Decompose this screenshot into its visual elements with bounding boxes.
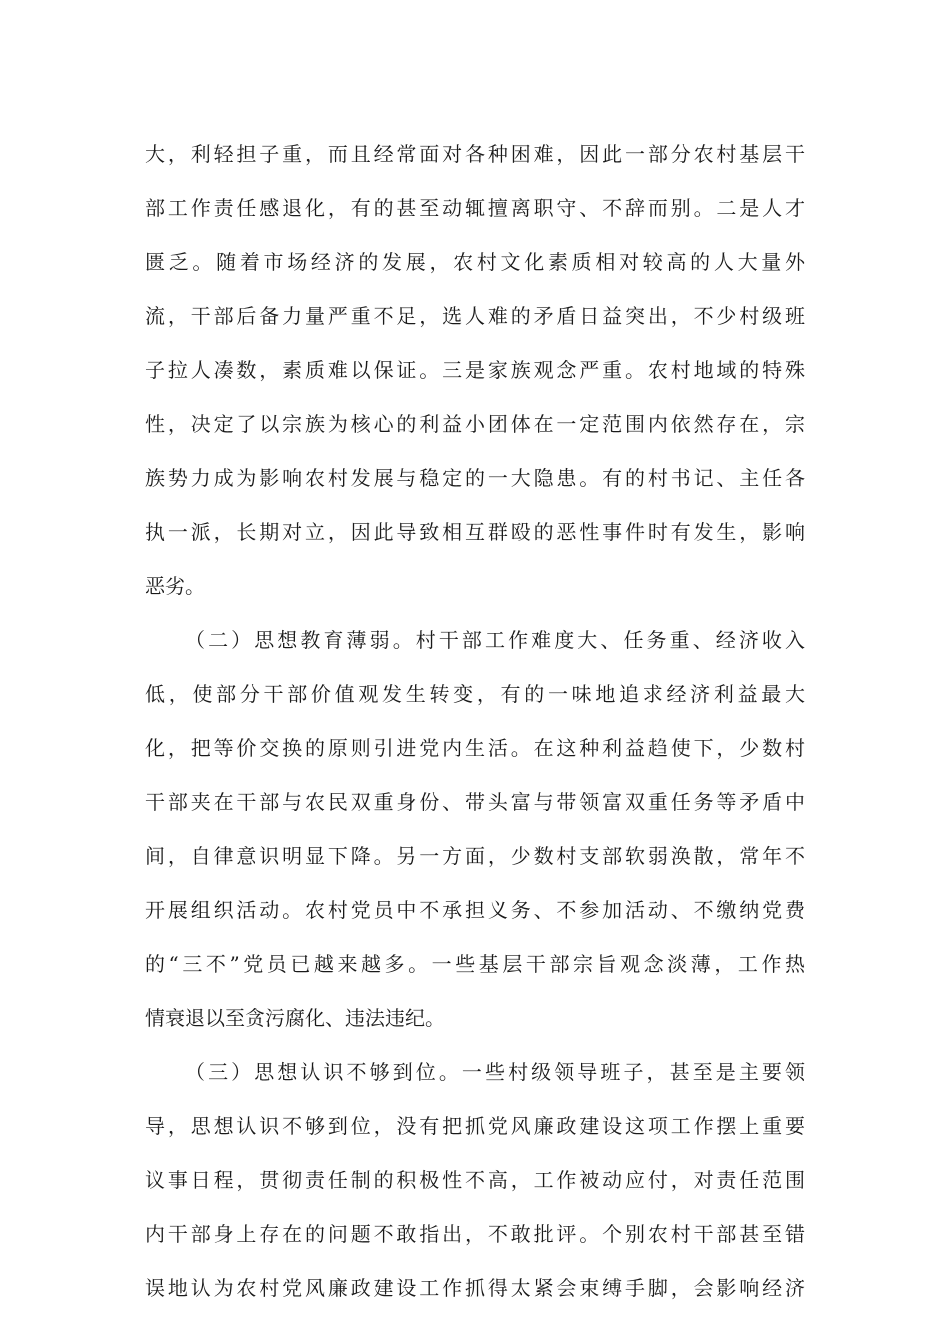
text-line: 间，自律意识明显下降。另一方面，少数村支部软弱涣散，常年不 xyxy=(145,844,805,868)
text-line: 子拉人凑数，素质难以保证。三是家族观念严重。农村地域的特殊 xyxy=(145,358,805,382)
text-line: 族势力成为影响农村发展与稳定的一大隐患。有的村书记、主任各 xyxy=(145,466,805,490)
text-line: 内干部身上存在的问题不敢指出，不敢批评。个别农村干部甚至错 xyxy=(145,1222,805,1246)
text-line: 流，干部后备力量严重不足，选人难的矛盾日益突出，不少村级班 xyxy=(145,304,805,328)
text-line: 性，决定了以宗族为核心的利益小团体在一定范围内依然存在，宗 xyxy=(145,412,805,436)
text-line: 执一派，长期对立，因此导致相互群殴的恶性事件时有发生，影响 xyxy=(145,520,805,544)
text-line: 化，把等价交换的原则引进党内生活。在这种利益趋使下，少数村 xyxy=(145,736,805,760)
text-line: 恶劣。 xyxy=(145,574,205,598)
paragraph-heading-2: （二）思想教育薄弱。村干部工作难度大、任务重、经济收入 xyxy=(185,628,805,652)
text-line: 导，思想认识不够到位，没有把抓党风廉政建设这项工作摆上重要 xyxy=(145,1114,805,1138)
text-line: 低，使部分干部价值观发生转变，有的一味地追求经济利益最大 xyxy=(145,682,805,706)
text-line: 匮乏。随着市场经济的发展，农村文化素质相对较高的人大量外 xyxy=(145,250,805,274)
text-line: 开展组织活动。农村党员中不承担义务、不参加活动、不缴纳党费 xyxy=(145,898,805,922)
text-line: 大，利轻担子重，而且经常面对各种困难，因此一部分农村基层干 xyxy=(145,142,805,166)
text-line: 干部夹在干部与农民双重身份、带头富与带领富双重任务等矛盾中 xyxy=(145,790,805,814)
paragraph-heading-3: （三）思想认识不够到位。一些村级领导班子，甚至是主要领 xyxy=(185,1060,805,1084)
text-line: 情衰退以至贪污腐化、违法违纪。 xyxy=(145,1006,445,1030)
text-line: 误地认为农村党风廉政建设工作抓得太紧会束缚手脚，会影响经济 xyxy=(145,1276,805,1300)
text-line: 部工作责任感退化，有的甚至动辄擅离职守、不辞而别。二是人才 xyxy=(145,196,805,220)
text-line: 议事日程，贯彻责任制的积极性不高，工作被动应付，对责任范围 xyxy=(145,1168,805,1192)
text-line: 的“三不”党员已越来越多。一些基层干部宗旨观念淡薄，工作热 xyxy=(145,952,805,976)
